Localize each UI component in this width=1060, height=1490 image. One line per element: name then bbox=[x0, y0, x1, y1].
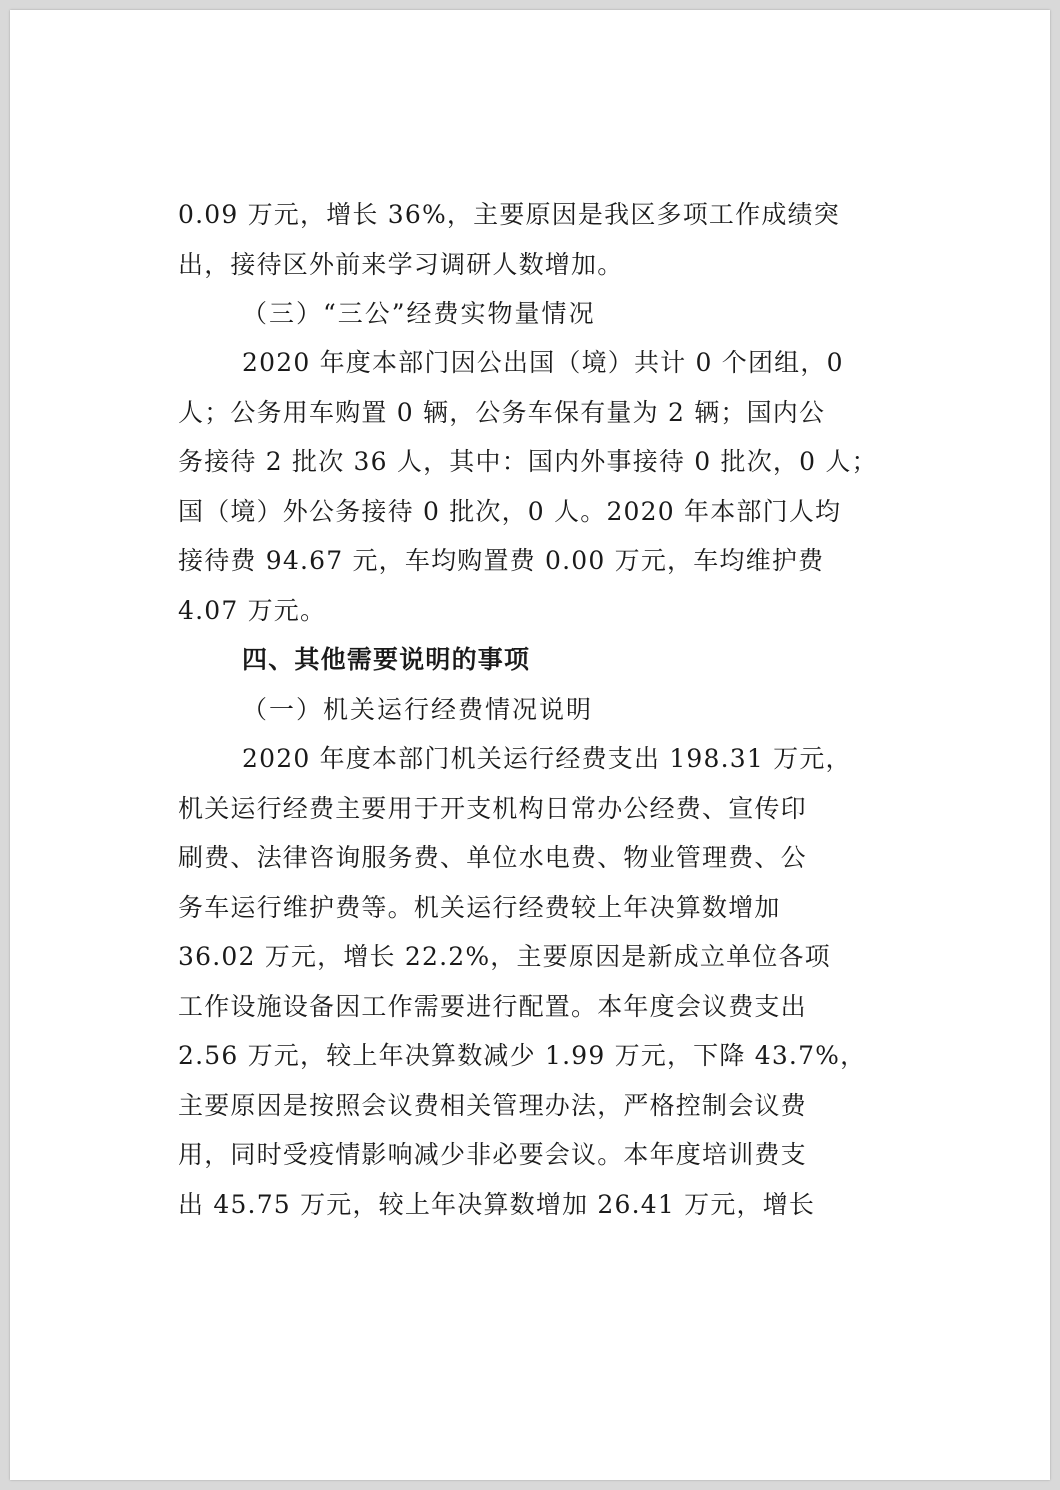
text-line: 人；公务用车购置 0 辆，公务车保有量为 2 辆；国内公 bbox=[178, 398, 826, 427]
subsection-heading: （一）机关运行经费情况说明 bbox=[242, 695, 594, 724]
text-line: 务车运行维护费等。机关运行经费较上年决算数增加 bbox=[178, 893, 781, 922]
text-line: 2020 年度本部门因公出国（境）共计 0 个团组，0 bbox=[242, 348, 844, 377]
text-line: 2020 年度本部门机关运行经费支出 198.31 万元， bbox=[242, 744, 852, 773]
section-heading: （三）“三公”经费实物量情况 bbox=[242, 299, 596, 328]
text-line: 接待费 94.67 元，车均购置费 0.00 万元，车均维护费 bbox=[178, 546, 825, 575]
text-line: 2.56 万元，较上年决算数减少 1.99 万元，下降 43.7%， bbox=[178, 1041, 867, 1070]
text-line: 4.07 万元。 bbox=[178, 596, 327, 625]
text-line: 0.09 万元，增长 36%，主要原因是我区多项工作成绩突 bbox=[178, 200, 840, 229]
text-line: 国（境）外公务接待 0 批次，0 人。2020 年本部门人均 bbox=[178, 497, 842, 526]
text-line: 出 45.75 万元，较上年决算数增加 26.41 万元，增长 bbox=[178, 1190, 816, 1219]
text-line: 务接待 2 批次 36 人，其中：国内外事接待 0 批次，0 人； bbox=[178, 447, 878, 476]
text-line: 主要原因是按照会议费相关管理办法，严格控制会议费 bbox=[178, 1091, 807, 1120]
text-line: 用，同时受疫情影响减少非必要会议。本年度培训费支 bbox=[178, 1140, 807, 1169]
section-heading: 四、其他需要说明的事项 bbox=[242, 645, 531, 674]
text-line: 工作设施设备因工作需要进行配置。本年度会议费支出 bbox=[178, 992, 807, 1021]
text-line: 出，接待区外前来学习调研人数增加。 bbox=[178, 250, 624, 279]
document-page bbox=[10, 10, 1050, 1480]
text-line: 36.02 万元，增长 22.2%，主要原因是新成立单位各项 bbox=[178, 942, 831, 971]
text-line: 机关运行经费主要用于开支机构日常办公经费、宣传印 bbox=[178, 794, 807, 823]
text-line: 刷费、法律咨询服务费、单位水电费、物业管理费、公 bbox=[178, 843, 807, 872]
